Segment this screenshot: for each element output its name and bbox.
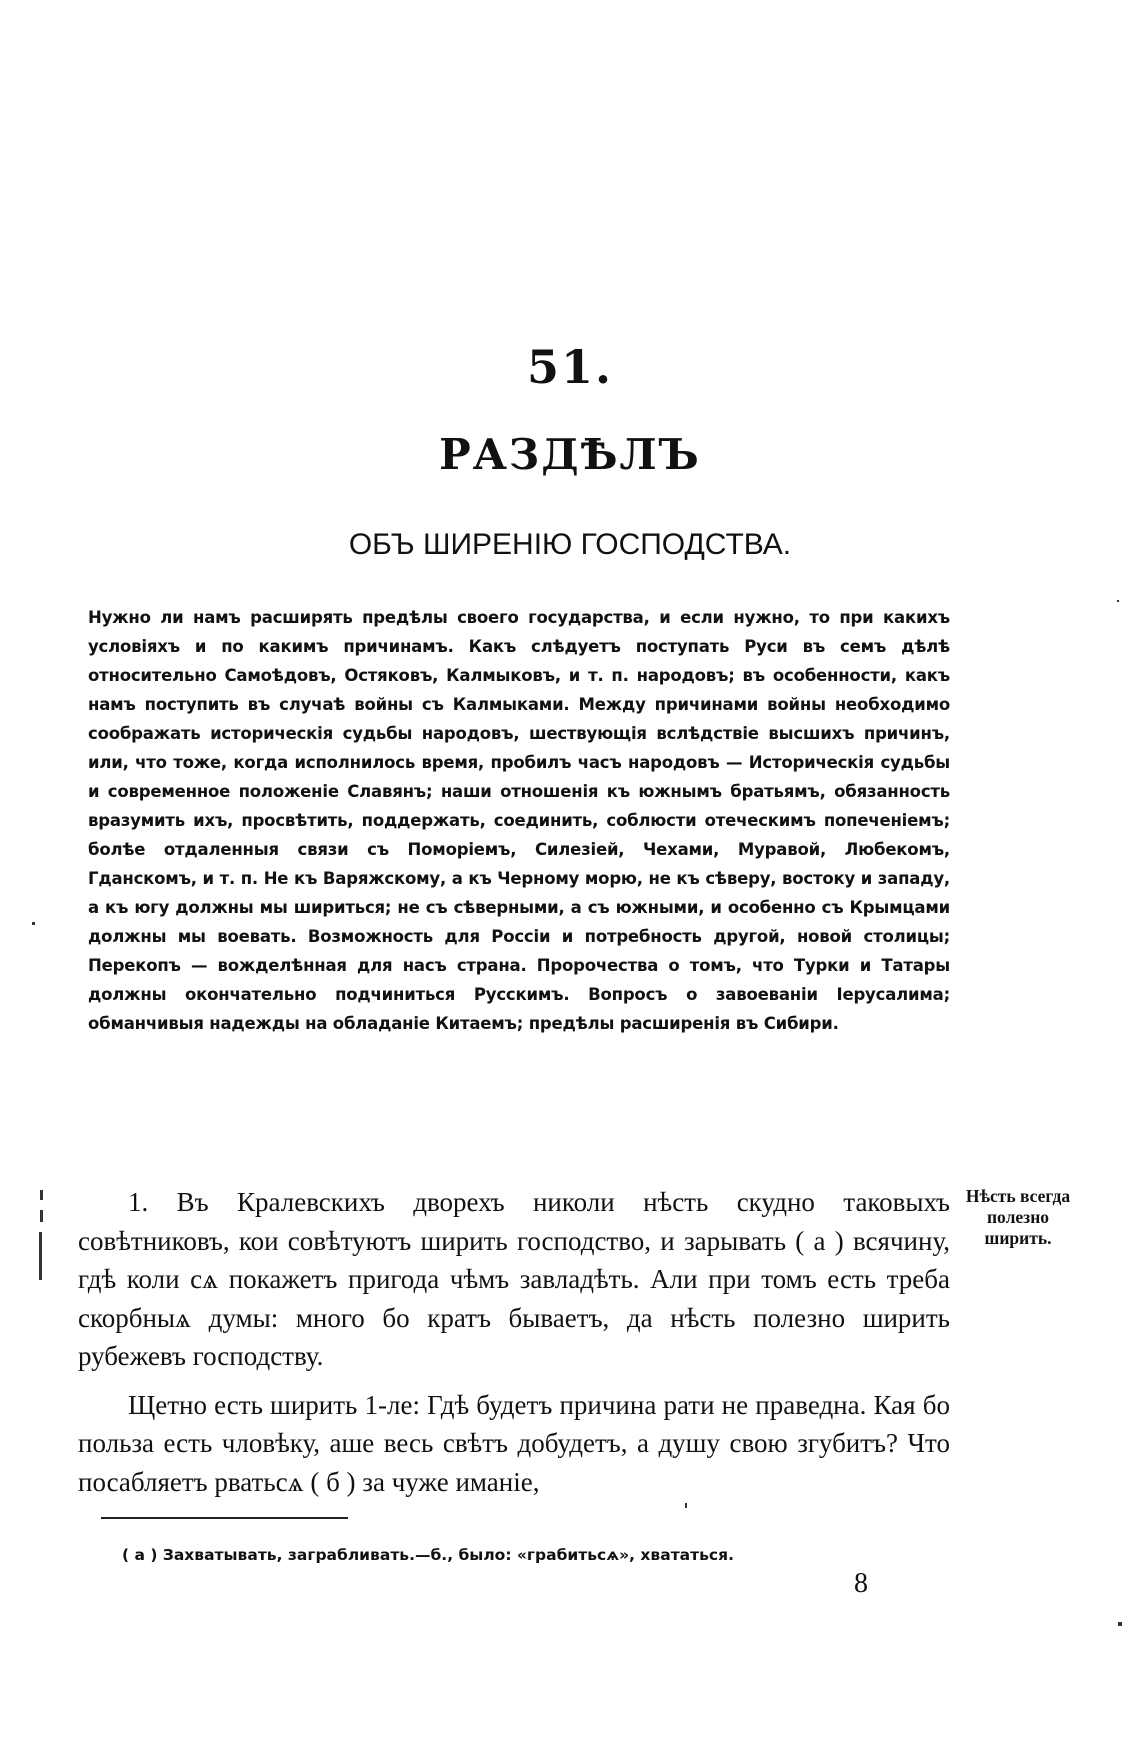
paragraph-2: Щетно есть ширить 1-ле: Гдѣ будетъ причина рати не праведна. Кая бо польза есть чловѣку, аше весь свѣтъ добудетъ, а душу свою згубитъ? Что посабляетъ рватьсѧ ( б ) за чуже иманіе, bbox=[78, 1389, 950, 1497]
paragraph-1: 1. Въ Кралевскихъ дворехъ николи нѣсть скудно таковыхъ совѣтниковъ, кои совѣтуютъ ширить господство, и зарывать ( а ) всячину, гдѣ коли сѧ покажетъ пригода чѣмъ завладѣть. Али при томъ есть треба скорбныѧ думы: много бо кратъ бываетъ, да нѣсть полезно ширить рубежевъ господству. bbox=[78, 1187, 950, 1371]
margin-mark bbox=[40, 1210, 43, 1222]
speck bbox=[1117, 600, 1119, 602]
margin-mark bbox=[39, 1232, 42, 1280]
footnote-divider bbox=[101, 1517, 348, 1519]
chapter-number: 51. bbox=[526, 340, 614, 394]
speck bbox=[685, 1503, 687, 1508]
speck bbox=[32, 922, 35, 925]
speck bbox=[1118, 1622, 1122, 1626]
margin-mark bbox=[40, 1190, 43, 1200]
section-subtitle: ОБЪ ШИРЕНІЮ ГОСПОДСТВА. bbox=[348, 528, 792, 561]
main-text bbox=[78, 1183, 950, 1511]
chapter-summary: Нужно ли намъ расширять предѣлы своего государства, и если нужно, то при какихъ условіяхъ и по какимъ причинамъ. Какъ слѣдуетъ поступать Руси въ семъ дѣлѣ относительно Самоѣдовъ, Остяковъ, Калмыковъ, и т. п. народовъ; въ особенности, какъ намъ поступить въ случаѣ войны съ Калмыками. Между причинами войны необходимо соображать историческія судьбы народовъ, шествующія вслѣдствіе высшихъ причинъ, или, что тоже, когда исполнилось время, пробилъ часъ народовъ — Историческія судьбы и современное положеніе Славянъ; наши отношенія къ южнымъ братьямъ, обязанность вразумить ихъ, просвѣтить, поддержать, соединить, соблюсти отеческимъ попеченіемъ; болѣе отдаленныя связи съ Поморіемъ, Силезіей, Чехами, Муравой, Любекомъ, Гданскомъ, и т. п. Не къ Варяжскому, а къ Черному морю, не къ сѣверу, востоку и западу, а къ югу должны мы шириться; не съ сѣверными, а съ южными, и особенно съ Крымцами должны мы воевать. Возможность для Россіи и потребность другой, новой столицы; Перекопъ — вожделѣнная для насъ страна. Пророчества о томъ, что Турки и Татары должны окончательно подчиниться Русскимъ. Вопросъ о завоеваніи Іерусалима; обманчивыя надежды на обладаніе Китаемъ; предѣлы расширенія въ Сибири. bbox=[88, 608, 950, 1033]
page-number: 8 bbox=[854, 1568, 868, 1599]
footnote: ( а ) Захватывать, заграбливать.—б., было: «грабитьсѧ», хвататься. bbox=[122, 1546, 734, 1564]
section-title: РАЗДѢЛЪ bbox=[439, 430, 701, 479]
margin-note: Нѣсть всегда полезно ширить. bbox=[965, 1186, 1071, 1248]
